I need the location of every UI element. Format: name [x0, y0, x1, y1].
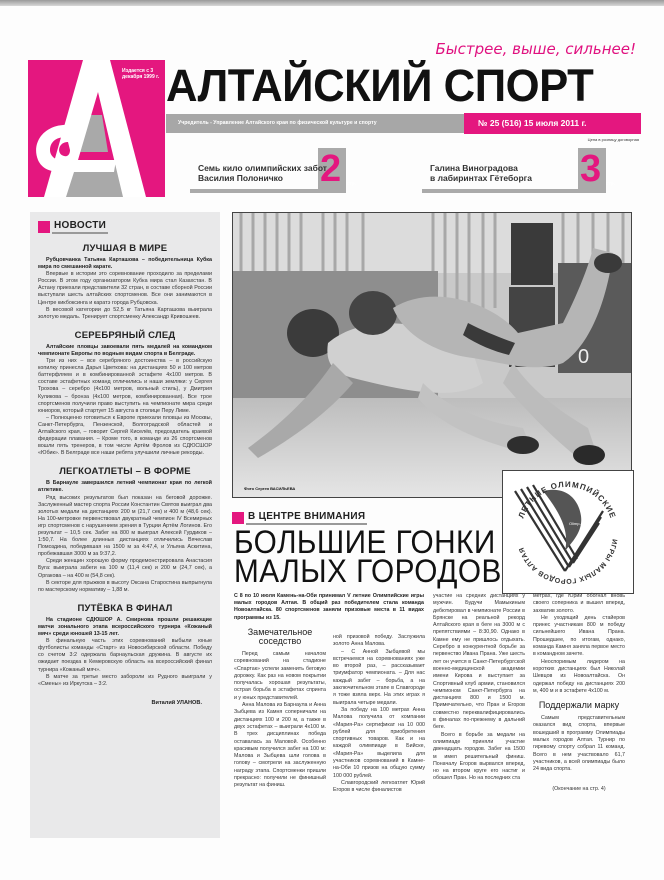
small-towns-olympics-logo-icon — [503, 471, 632, 592]
section-marker-icon — [38, 221, 50, 233]
article-title: ЛЕГКОАТЛЕТЫ – В ФОРМЕ — [59, 466, 191, 478]
teaser-page-3[interactable] — [422, 148, 615, 193]
photo-credit: Фото Сергея ВАСИЛЬЕВА — [244, 486, 296, 491]
issue-number-bar: № 25 (516) 15 июля 2011 г. — [464, 113, 641, 134]
continued-note[interactable]: (Окончание на стр. 4) — [552, 785, 606, 792]
news-section-label: НОВОСТИ — [38, 220, 212, 234]
teaser-page-suffix: стр. — [606, 181, 615, 187]
teaser-text: Галина Виноградова в лабиринтах Гётеборга — [430, 163, 532, 183]
subhead: Замечательное соседство — [247, 627, 313, 646]
byline: Виталий УЛАНОВ. — [151, 699, 202, 706]
teaser-page-suffix: стр. — [347, 181, 356, 187]
feature-column-1: Замечательное соседство Перед самым началом соревнований на стадионе «Спартак» успели заменить беговую дорожку. Как раз на новом покрытии получалась хорошая результаты, острая борьба в эстафетах спринта и у юных представителей. Анна Малова из Барнаула и Анна Зыбцева из Камня соперничали на дистанциях 100 и 200 м, а также в двух эстафетах – выиграли 4х100 м. В трех дисциплинах победа оставалась за Маловой. Особенно красивым получился забег на 100 м: Малова и Зыбцева шли голова в голову – смотрели на заслуженную награду этапа. Спортсменки пришли прекрасно: получили не финишный результат на финиш. — [234, 627, 326, 789]
teaser-page-number: 2 — [320, 148, 342, 190]
feature-column-4: метрах, где Юрий обогнал вновь своего соперника и вышел вперед, захватив золото. Не уходящий день стайеров принес участникам 800 м победу сильнейшего Ивана Прана. Прошедшее, по итогам, однако, команда Камня заняла первое место в командном зачете. Неоспоримым лидером на коротких дистанциях был Николай Шевцов из Новоалтайска. Он одержал победу на дистанциях 200 м, 400 м и в эстафете 4х100 м. Поддержали марку Самым представительным оказался вид спорта, впервые вошедший в программу Олимпиады малых городов Алтая. Турнир по гиревому спорту собрал 11 команд. Всего в нем участвовало 61,7 участников, а всей олимпиады было 24 вида спорта. (Окончание на стр. 4) — [533, 593, 625, 792]
feature-intro: С 8 по 10 июля Камень-на-Оби принимал V летние Олимпийские игры малых городов Алтая. В общий раз победителем стала команда Новоалтайска. 80 спортсменов заняли призовые места в 11 видах программы из 15. — [234, 593, 424, 621]
newspaper-logo — [28, 60, 165, 197]
teaser-text: Семь кило олимпийских забот Василия Полоничко — [198, 163, 327, 183]
page-top-shadow — [0, 0, 664, 6]
svg-text:Olimp-altai.ru: Olimp-altai.ru — [569, 521, 593, 526]
article-title: ЛУЧШАЯ В МИРЕ — [82, 243, 168, 254]
olympic-games-emblem — [502, 470, 634, 594]
subhead: Поддержали марку — [538, 700, 620, 711]
feature-column-2: ной призовой победу. Заслужила золото Анна Малова. – С Анной Зыбцевой мы встречаемся на соревнованиях уже во второй раз, – рассказывает триумфатор чемпионата. – Для нас каждый забег – борьба, а на заключительном этапе в Славгороде я тоже взяла верх. На этих играх я выиграла четыре медали. За победу на 100 метрах Анна Малова получила от компании «Мария-Ра» сертификат на 10 000 рублей для приобретения спортивных товаров. Как и на каждой олимпиаде в Бийске, «Мария-Ра» выделила для участников соревнований в Камне-на-Оби 10 призов на общую сумму 100 000 рублей. Славгородский легкоатлет Юрий Егоров в числе финалистов — [333, 634, 425, 794]
price-note: Цена в розницу договорная — [587, 137, 639, 142]
logo-letter-a-icon — [28, 60, 165, 197]
svg-text:ИГРЫ МАЛЫХ ГОРОДОВ АЛТАЯ: ИГРЫ МАЛЫХ ГОРОДОВ АЛТАЯ — [518, 538, 618, 585]
article-title: ПУТЁВКА В ФИНАЛ — [77, 602, 173, 614]
section-marker-icon — [232, 512, 244, 524]
news-article-4: ПУТЁВКА В ФИНАЛ На стадионе СДЮШОР А. Смирнова прошли решающие матчи зонального этапа всероссийского турнира «Кожаный мяч» среди юношей 13-15 лет. В финальную часть этих соревнований выбыли юные футболисты команды «Старт» из Новосибирской области. Победу со счетом 3:2 одержала барнаульская дружина. В августе их ожидает поездка в Кемеровскую область на всероссийский финал турнира «Кожаный мяч». В матче за третье место забороли из Рудного выиграли у «Смены» из Иркутска – 3:2. Виталий УЛАНОВ. — [38, 602, 212, 706]
svg-text:0: 0 — [578, 346, 590, 368]
slogan: Быстрее, выше, сильнее! — [435, 40, 636, 58]
feature-column-3: участие на средних дистанциях у мужчин. Будучи Мамыкиным дебютировал в чемпионате России в Брянске на реальной рекорд Алтайского края в беге на 3000 м с препятствиями – 8:30,90. Однако в Камне ему не пришлось отдыхать. Серебро в конкурентной борьбе за первенство Ивана Прана. Уже шесть лет он учится в Санкт-Петербургской военно-медицинской академии имени Кирова и выступает за Спортивный клуб армии, становился чемпионом Санкт-Петербурга на дистанциях 800 и 1500 м. Примечательно, что Пран и Егоров совместно переквалифицировались в финалах по-прежнему в дальний беге. Всего в борьбе за медали на олимпиаде приняли участие двенадцать городов. Забег на 1500 м имел решительный финиш. Поначалу Егоров вырвался вперед, но на втором круге его настиг и обошел Пран. Но на последних ста — [433, 593, 525, 782]
founder-bar: Учредитель - Управление Алтайского края по физической культуре и спорту — [166, 114, 464, 133]
svg-text:ЛЕТНИЕ ОЛИМПИЙСКИЕ: ЛЕТНИЕ ОЛИМПИЙСКИЕ — [516, 479, 618, 521]
news-article-3: ЛЕГКОАТЛЕТЫ – В ФОРМЕ В Барнауле завершился летний чемпионат края по легкой атлетике. Ряд высоких результатов был показан на беговой дорожке. Заслуженный мастер спорта России Константин Святов выиграл два золотых медали на дистанциях 200 м (21,7 сек) и 400 м (48,6 сек). На 100-метровке первенствовал двукратный чемпион IV Всемирных игр спортсменов с нарушением зрения в Турции Артём Логинов. Его результат – 10,5 сек. Забег на 800 м выиграл Алексей Гурдиков – 1:50,7. На более длинных дистанциях отличились Вячеслав Помоздина, победившая на 1500 м за 4:47,4, и Ульяна Аскитина, пробежавшая 3000 м за 9:37,2. Среди женщин хорошую форму продемонстрировала Анастасия Буга: выиграла забеги на 100 м (11,4 сек) и 200 м (24,7 сек), а Оргакова – на 400 м (54,8 сек). В секторе для прыжков в высоту Оксана Старостина выпрыгнула по мастерскому нормативу – 1,88 м. — [38, 466, 212, 593]
teaser-page-2[interactable] — [190, 148, 370, 193]
wrestlers-image-icon — [233, 213, 632, 498]
newspaper-title: АЛТАЙСКИЙ СПОРТ — [166, 60, 594, 111]
feature-headline: БОЛЬШИЕ ГОНКИ МАЛЫХ ГОРОДОВ — [234, 524, 502, 589]
feature-section-label: В ЦЕНТРЕ ВНИМАНИЯ — [232, 511, 367, 525]
founded-note: Издается с 3 декабря 1999 г. — [122, 68, 160, 80]
news-column — [30, 212, 220, 838]
news-article-1: ЛУЧШАЯ В МИРЕ Рубцовчанка Татьяна Карташова – победительница Кубка мира по смешанной карате. Впервые в истории это соревнование проходило за пределами России. В этом году организатором Кубка мира стал Казахстан. В Астану приехали представители 32 стран, в составе сборной России выступали шесть алтайских спортсменов. Все они занимаются в Центре кикбоксинга и каратэ города Рубцовска. В весовой категории до 52,5 кг Татьяна Карташова выиграла золотую медаль. Тренирует спортсменку Александр Кривошеев. — [38, 243, 212, 320]
news-article-2: СЕРЕБРЯНЫЙ СЛЕД Алтайские пловцы завоевали пять медалей на командном чемпионате Европы по водным видам спорта в Белграде. Три из них – все серебряного достоинства – в российскую копилку принесла Дарья Цветкова: на дистанциях 50 и 100 метров баттерфляем и в комбинированной эстафете 4х100 метров. В составе эстафетных команд отличились и наши земляки: у Сергея Трохова – серебро (4х100 метров, вольный стиль), у Дмитрия Куликова – бронза (4х100 метров, комбинированная). Все трое спортсменов получили право выступить на чемпионате мира среди юниоров, который стартует 15 августа в столице Перу Лиме. – Полноценно готовиться к Европе приехали пловцы из Москвы, Санкт-Петербурга, Пензенской, Волгоградской областей и Алтайского края, – говорит Сергей Киселёв, председатель краевой федерации плавания. – Кроме того, в команде из 26 спортсменов вошли пять тренеров, в том числе Артём Фролов из СДЮСШОР «Юбик». В Белграде все наши ребята улучшили личные рекорды. — [38, 329, 212, 457]
teaser-page-number: 3 — [580, 148, 602, 190]
wrestling-photo — [232, 212, 632, 498]
article-title: СЕРЕБРЯНЫЙ СЛЕД — [74, 329, 176, 341]
